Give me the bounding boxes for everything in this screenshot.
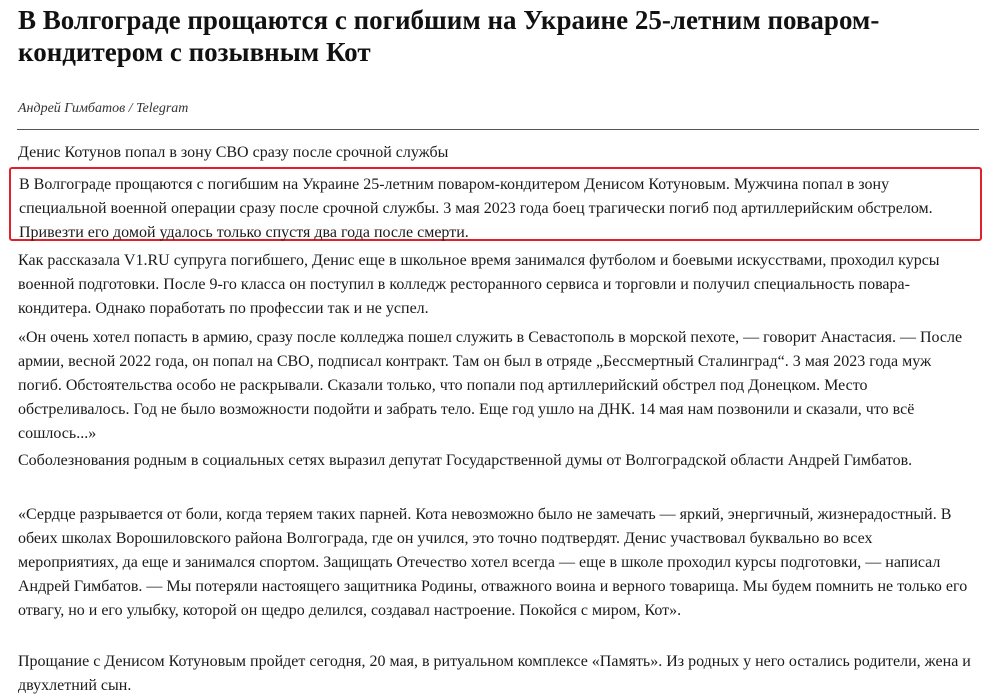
- photo-credit: Андрей Гимбатов / Telegram: [18, 101, 189, 116]
- article-paragraph: Соболезнования родным в социальных сетях выразил депутат Государственной думы от Волгоградской области Андрей Гимбатов.: [18, 452, 913, 469]
- article-lead: Денис Котунов попал в зону СВО сразу после срочной службы: [18, 144, 449, 161]
- article-paragraph: Прощание с Денисом Котуновым пройдет сегодня, 20 мая, в ритуальном комплексе «Память». Из родных у него остались родители, жена и двухлетний сын.: [18, 653, 971, 694]
- highlighted-paragraph: В Волгограде прощаются с погибшим на Украине 25-летним поваром-кондитером Денисом Котуновым. Мужчина попал в зону специальной военной операции сразу после срочной службы. 3 мая 2023 года боец трагически погиб под артиллерийским обстрелом. Привезти его домой удалось только спустя два года после смерти.: [19, 176, 933, 241]
- article-paragraph: Как рассказала V1.RU супруга погибшего, Денис еще в школьное время занимался футболом и боевыми искусствами, проходил курсы военной подготовки. После 9-го класса он поступил в колледж ресторанного сервиса и торговли и получил специальность повара-кондитера. Однако поработать по профессии так и не успел.: [18, 252, 940, 317]
- article-paragraph: «Он очень хотел попасть в армию, сразу после колледжа пошел служить в Севастополь в морской пехоте, — говорит Анастасия. — После армии, весной 2022 года, он попал на СВО, подписал контракт. Там он был в отряде „Бессмертный Сталинград“. 3 мая 2023 года муж погиб. Обстоятельства особо не раскрывали. Сказали только, что попали под артиллерийский обстрел под Донецком. Место обстреливалось. Год не было возможности подойти и забрать тело. Еще год ушло на ДНК. 14 мая нам позвонили и сказали, что всё сошлось...»: [18, 329, 963, 442]
- article-headline: В Волгограде прощаются с погибшим на Украине 25-летним поваром-кондитером с позывным Кот: [18, 5, 880, 67]
- divider: [17, 129, 979, 130]
- article-paragraph: «Сердце разрывается от боли, когда теряем таких парней. Кота невозможно было не замечать — яркий, энергичный, жизнерадостный. В обеих школах Ворошиловского района Волгограда, где он учился, это точно подтвердят. Денис участвовал буквально во всех мероприятиях, да еще и занимался спортом. Защищать Отечество хотел всегда — еще в школе проходил курсы подготовки, — написал Андрей Гимбатов. — Мы потеряли настоящего защитника Родины, отважного воина и верного товарища. Мы будем помнить не только его отвагу, но и его улыбку, которой он щедро делился, создавал настроение. Покойся с миром, Кот».: [18, 506, 968, 619]
